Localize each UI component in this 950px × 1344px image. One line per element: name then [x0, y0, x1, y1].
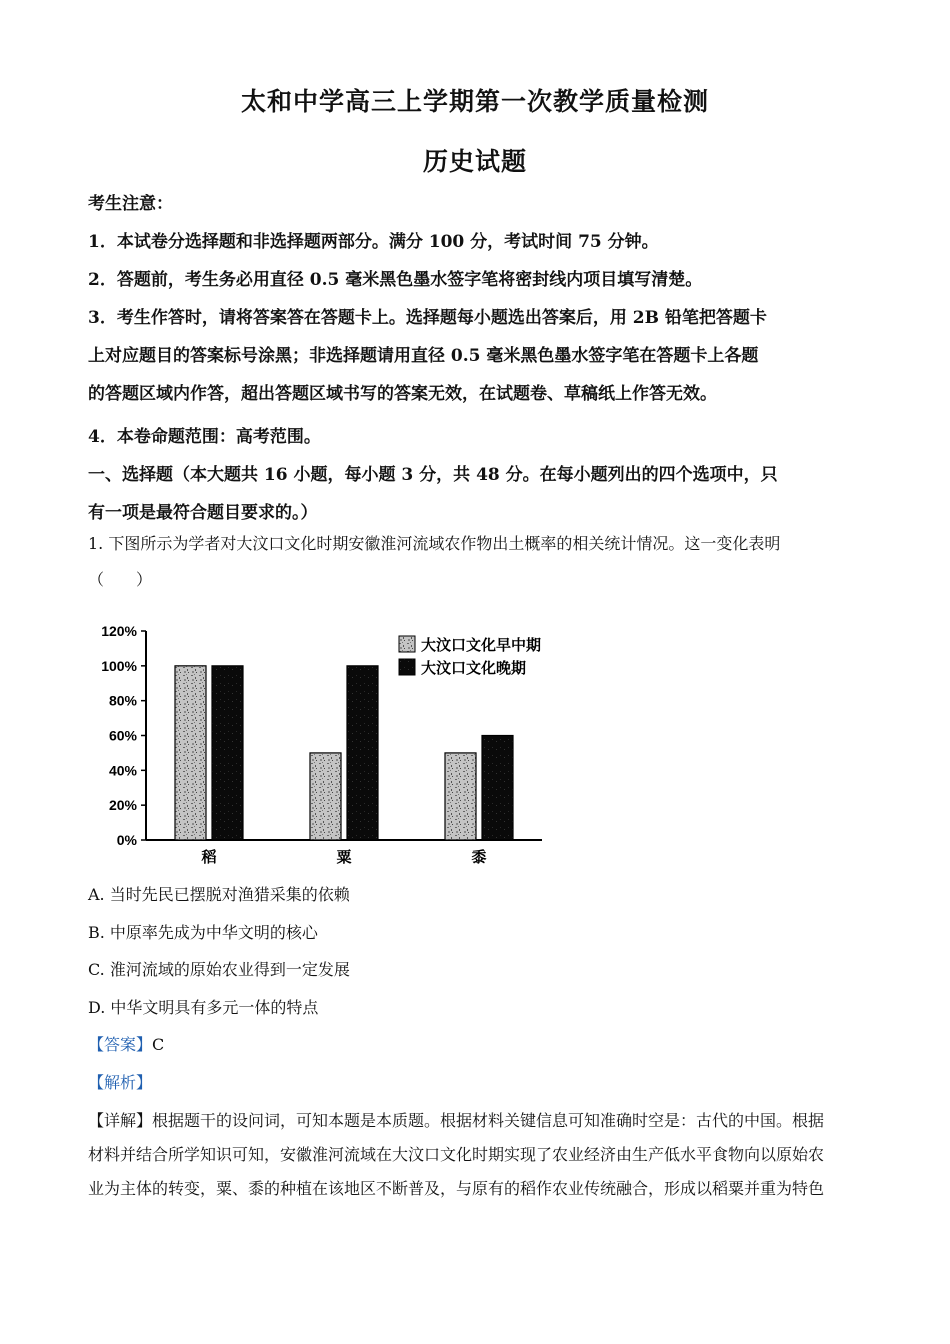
question-1-stem: 1. 下图所示为学者对大汶口文化时期安徽淮河流域农作物出土概率的相关统计情况。这一变化表明	[88, 534, 781, 553]
bar-late-2	[482, 736, 513, 841]
option-a: A. 当时先民已摆脱对渔猎采集的依赖	[88, 885, 350, 904]
category-label: 粟	[336, 848, 352, 866]
answer-tag: 【答案】	[88, 1035, 153, 1054]
detail-tag: 【详解】	[88, 1111, 153, 1130]
legend-swatch-early	[399, 636, 415, 652]
notice-item-4: 4．本卷命题范围：高考范围。	[88, 427, 321, 447]
detail-line-3: 业为主体的转变，粟、黍的种植在该地区不断普及，与原有的稻作农业传统融合，形成以稻粟并重为特色	[88, 1179, 825, 1198]
legend-label-early: 大汶口文化早中期	[421, 636, 542, 654]
option-c: C. 淮河流域的原始农业得到一定发展	[88, 960, 350, 979]
detail-line-1: 【详解】根据题干的设问词，可知本题是本质题。根据材料关键信息可知准确时空是：古代的中国。根据	[88, 1111, 825, 1130]
bar-early-2	[445, 753, 476, 840]
bar-late-1	[347, 666, 378, 840]
notice-item-1: 1．本试卷分选择题和非选择题两部分。满分 100 分，考试时间 75 分钟。	[88, 232, 659, 252]
legend-label-late: 大汶口文化晚期	[421, 659, 527, 677]
notice-item-2: 2．答题前，考生务必用直径 0.5 毫米黑色墨水签字笔将密封线内项目填写清楚。	[88, 270, 703, 290]
bar-chart	[86, 610, 566, 870]
section-heading-line-1: 一、选择题（本大题共 16 小题，每小题 3 分，共 48 分。在每小题列出的四个选项中，只	[88, 465, 778, 485]
notice-item-3-line-2: 上对应题目的答案标号涂黑；非选择题请用直径 0.5 毫米黑色墨水签字笔在答题卡上各题	[88, 346, 759, 366]
legend-swatch-late	[399, 659, 415, 675]
exam-subtitle: 历史试题	[422, 147, 527, 176]
y-tick-label: 20%	[108, 797, 137, 814]
bar-early-0	[175, 666, 206, 840]
section-heading-line-2: 有一项是最符合题目要求的。）	[88, 503, 318, 523]
detail-line-2: 材料并结合所学知识可知，安徽淮河流域在大汶口文化时期实现了农业经济由生产低水平食物向以原始农	[88, 1145, 825, 1164]
y-tick-label: 40%	[108, 762, 137, 779]
exam-title: 太和中学高三上学期第一次教学质量检测	[240, 87, 709, 116]
y-tick-label: 120%	[101, 623, 137, 639]
answer-line	[88, 1032, 164, 1055]
detail-paragraph	[88, 1104, 860, 1206]
notice-item-3-line-3: 的答题区域内作答，超出答题区域书写的答案无效，在试题卷、草稿纸上作答无效。	[88, 384, 717, 404]
y-tick-label: 80%	[108, 692, 137, 709]
category-label: 黍	[471, 848, 487, 866]
option-b: B. 中原率先成为中华文明的核心	[88, 923, 318, 942]
question-1-paren: （ ）	[88, 570, 153, 589]
option-d: D. 中华文明具有多元一体的特点	[88, 998, 319, 1017]
bar-early-1	[310, 753, 341, 840]
bar-late-0	[212, 666, 243, 840]
y-tick-label: 0%	[116, 832, 137, 848]
y-tick-label: 60%	[108, 727, 137, 744]
notice-heading: 考生注意：	[88, 194, 173, 214]
y-tick-label: 100%	[101, 657, 137, 674]
category-label: 稻	[201, 848, 217, 866]
analysis-tag: 【解析】	[88, 1073, 153, 1092]
notice-item-3-line-1: 3．考生作答时，请将答案答在答题卡上。选择题每小题选出答案后，用 2B 铅笔把答题卡	[88, 308, 767, 328]
answer-value: C	[152, 1035, 165, 1054]
